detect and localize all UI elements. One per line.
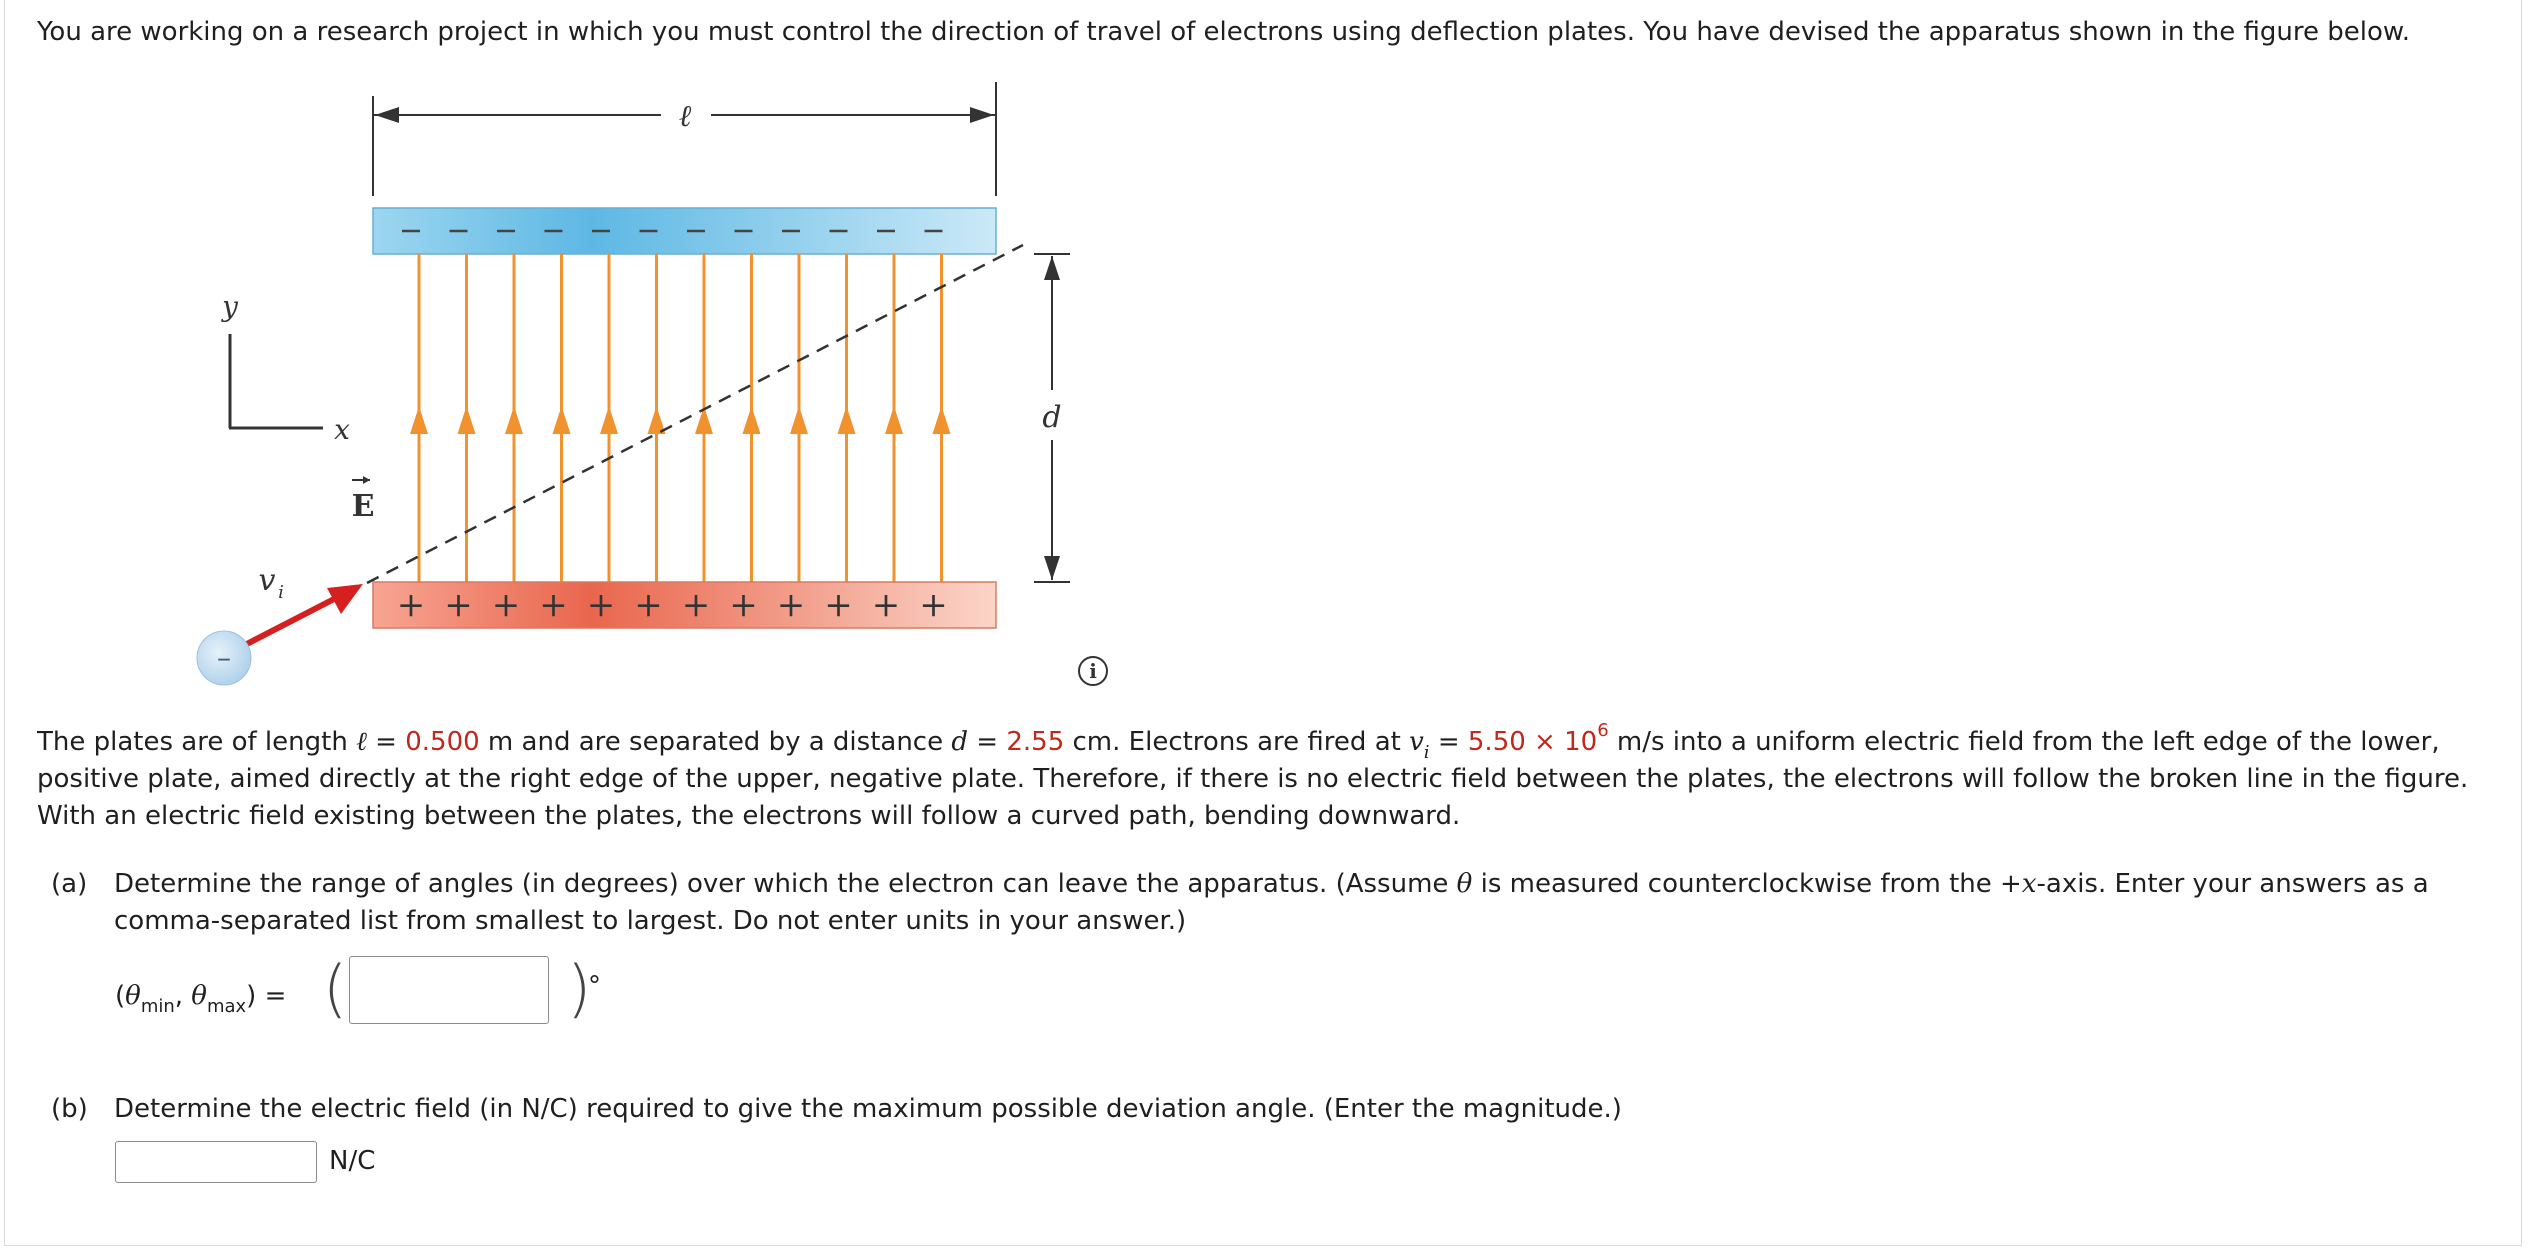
- ell-symbol: ℓ: [356, 727, 367, 757]
- length-value: 0.500: [405, 727, 480, 757]
- positive-charge-sign: +: [919, 585, 948, 625]
- part-a-question: Determine the range of angles (in degrees) over which the electron can leave the apparatus. (Assume θ is measured counterclockwise from the +x-axis. Enter your answers as a comma-separated list from smallest to largest. Do not enter units in your answer.): [114, 869, 2429, 936]
- angle-range-label: ($\theta_{min}$, $\theta_{max}$) =: [115, 981, 287, 1017]
- open-paren: (: [323, 952, 348, 1025]
- part-b-question: Determine the electric field (in N/C) required to give the maximum possible deviation angle. (Enter the magnitude.): [114, 1094, 1622, 1124]
- positive-charge-sign: +: [444, 585, 473, 625]
- field-lines: [410, 254, 951, 582]
- positive-charge-sign: +: [491, 585, 521, 625]
- positive-charge-sign: +: [729, 585, 758, 625]
- x-axis-label: x: [334, 413, 350, 446]
- positive-charge-sign: +: [871, 585, 901, 625]
- d-label: d: [1042, 400, 1062, 435]
- field-arrow: [838, 406, 856, 434]
- info-icon[interactable]: i: [1078, 656, 1108, 686]
- problem-page: [4, 0, 2522, 1246]
- svg-text:–: –: [217, 641, 231, 674]
- intro-text: You are working on a research project in which you must control the direction of travel of electrons using deflection plates. You have devised the apparatus shown in the figure below.: [37, 17, 2411, 47]
- positive-charge-sign: +: [824, 585, 853, 625]
- length-label: ℓ: [678, 99, 692, 134]
- field-arrow: [790, 406, 808, 434]
- field-arrow: [505, 406, 523, 434]
- positive-charge-sign: +: [681, 585, 711, 625]
- initial-velocity-label: [259, 563, 284, 603]
- distance-value: 2.55: [1006, 727, 1065, 757]
- field-arrow: [410, 406, 428, 434]
- coordinate-axes: [220, 290, 350, 446]
- separation-dimension: [1034, 254, 1070, 582]
- svg-text:i: i: [278, 582, 284, 603]
- positive-charge-sign: +: [539, 585, 568, 625]
- velocity-value: $5.50 \times 10^6$: [1467, 720, 1609, 757]
- field-arrow: [553, 406, 571, 434]
- unit-label: N/C: [329, 1146, 376, 1176]
- field-arrow: [458, 406, 476, 434]
- positive-charge-sign: +: [396, 585, 426, 625]
- field-arrow: [600, 406, 618, 434]
- field-arrow: [933, 406, 951, 434]
- positive-charge-sign: +: [776, 585, 806, 625]
- positive-charge-sign: +: [634, 585, 663, 625]
- electron: [197, 631, 251, 685]
- part-b-letter: (b): [51, 1094, 88, 1124]
- electric-field-input[interactable]: [115, 1141, 317, 1183]
- positive-charge-sign: +: [586, 585, 616, 625]
- length-dimension: [373, 82, 996, 196]
- angle-range-input[interactable]: [349, 956, 549, 1024]
- svg-text:v: v: [258, 563, 276, 598]
- part-a-letter: (a): [51, 869, 88, 899]
- close-paren: ): [567, 952, 592, 1025]
- field-arrow: [743, 406, 761, 434]
- y-axis-label: y: [222, 290, 238, 323]
- field-arrow: [885, 406, 903, 434]
- deflection-plates-figure: [1, 0, 2530, 720]
- problem-paragraph: The plates are of length ℓ = 0.500 m and are separated by a distance d = 2.55 cm. Electrons are fired at $v_i = 5.50 \times 10^6$ m/s into a uniform electric field from the left edge of the lower, positive plate, aimed directly at the right edge of the upper, negative plate. Therefore, if there is no electric field between the plates, the electrons will follow the broken line in the figure. With an electric field existing between the plates, the electrons will follow a curved path, bending downward.: [37, 720, 2469, 831]
- svg-text:E: E: [351, 489, 375, 524]
- degree-symbol: °: [588, 971, 601, 1001]
- electric-field-label: [352, 476, 375, 524]
